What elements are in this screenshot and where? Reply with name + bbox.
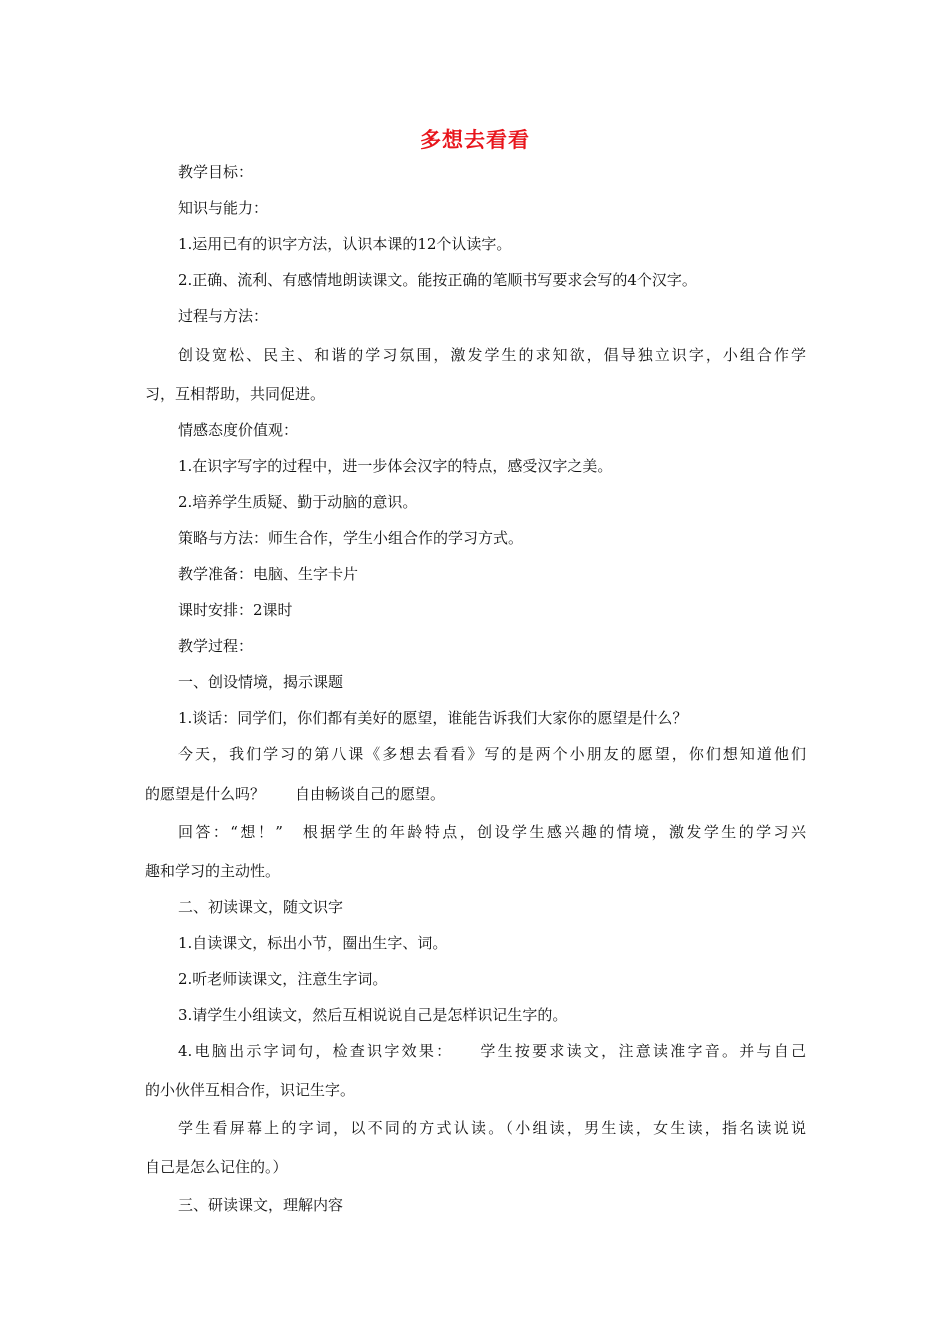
- text-line: 教学目标：: [178, 163, 254, 181]
- text-line: 3.请学生小组读文，然后互相说说自己是怎样识记生字的。: [178, 1006, 568, 1024]
- text-line: 1.运用已有的识字方法，认识本课的12个认读字。: [178, 235, 512, 253]
- text-line: 策略与方法：师生合作，学生小组合作的学习方式。: [178, 529, 524, 547]
- text-line: 创设宽松、民主、和谐的学习氛围，激发学生的求知欲，倡导独立识字，小组合作学: [178, 346, 806, 364]
- text-line: 1.在识字写字的过程中，进一步体会汉字的特点，感受汉字之美。: [178, 457, 613, 475]
- text-line: 学生看屏幕上的字词，以不同的方式认读。（小组读，男生读，女生读，指名读说说: [178, 1119, 806, 1137]
- text-line: 三、研读课文，理解内容: [178, 1196, 344, 1214]
- text-line: 4.电脑出示字词句，检查识字效果： 学生按要求读文，注意读准字音。并与自己: [178, 1042, 806, 1060]
- text-line: 教学准备：电脑、生字卡片: [178, 565, 359, 583]
- text-line: 知识与能力：: [178, 199, 269, 217]
- text-line: 二、初读课文，随文识字: [178, 898, 344, 916]
- text-line: 今天，我们学习的第八课《多想去看看》写的是两个小朋友的愿望，你们想知道他们: [178, 745, 806, 763]
- text-line: 1.自读课文，标出小节，圈出生字、词。: [178, 934, 448, 952]
- text-line: 2.正确、流利、有感情地朗读课文。能按正确的笔顺书写要求会写的4个汉字。: [178, 271, 697, 289]
- text-line: 的小伙伴互相合作，识记生字。: [145, 1081, 356, 1099]
- text-line: 趣和学习的主动性。: [145, 862, 281, 880]
- text-line: 一、创设情境，揭示课题: [178, 673, 344, 691]
- text-line: 情感态度价值观：: [178, 421, 299, 439]
- document-title: 多想去看看: [420, 128, 530, 152]
- text-line: 过程与方法：: [178, 307, 269, 325]
- text-line: 习，互相帮助，共同促进。: [145, 385, 326, 403]
- text-line: 课时安排：2课时: [178, 601, 293, 619]
- text-line: 回答：“想！” 根据学生的年龄特点，创设学生感兴趣的情境，激发学生的学习兴: [178, 823, 806, 841]
- text-line: 2.听老师读课文，注意生字词。: [178, 970, 388, 988]
- text-line: 2.培养学生质疑、勤于动脑的意识。: [178, 493, 418, 511]
- text-line: 1.谈话：同学们，你们都有美好的愿望，谁能告诉我们大家你的愿望是什么？: [178, 709, 688, 727]
- text-line: 自己是怎么记住的。）: [145, 1158, 288, 1176]
- text-line: 教学过程：: [178, 637, 254, 655]
- text-line: 的愿望是什么吗？ 自由畅谈自己的愿望。: [145, 785, 446, 803]
